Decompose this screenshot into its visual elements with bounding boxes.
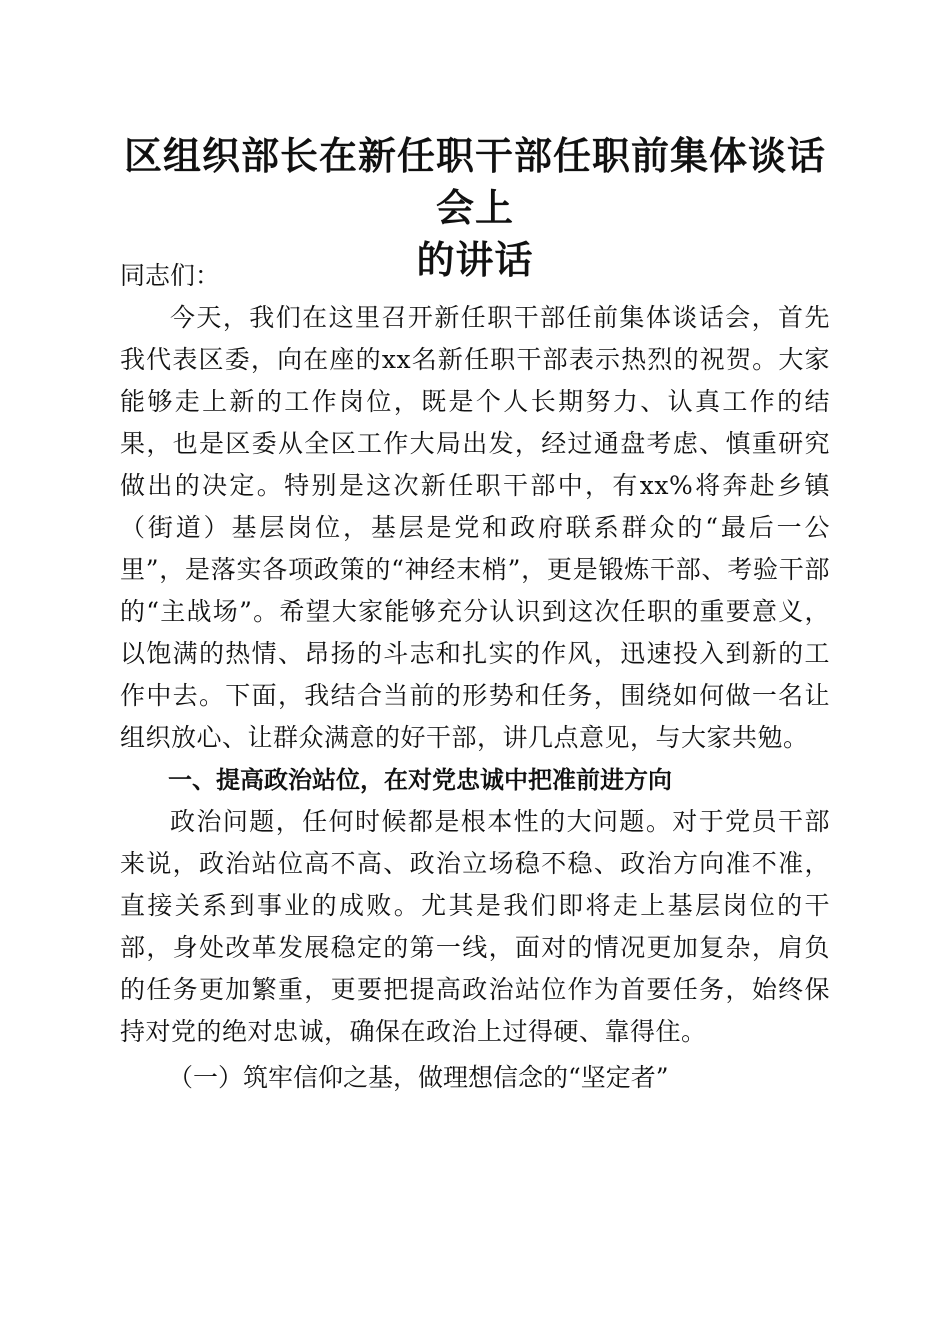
salutation: 同志们：: [120, 261, 221, 290]
paragraph-political: 政治问题，任何时候都是根本性的大问题。对于党员干部来说，政治站位高不高、政治立场稳不稳、政治方向准不准，直接关系到事业的成败。尤其是我们即将走上基层岗位的干部，身处改革发展稳定的第一线，面对的情况更加复杂，肩负的任务更加繁重，更要把提高政治站位作为首要任务，始终保持对党的绝对忠诚，确保在政治上过得硬、靠得住。: [120, 807, 830, 1046]
paragraph-intro: 今天，我们在这里召开新任职干部任前集体谈话会，首先我代表区委，向在座的xx名新任职干部表示热烈的祝贺。大家能够走上新的工作岗位，既是个人长期努力、认真工作的结果，也是区委从全区工作大局出发，经过通盘考虑、慎重研究做出的决定。特别是这次新任职干部中，有xx%将奔赴乡镇（街道）基层岗位，基层是党和政府联系群众的“最后一公里”，是落实各项政策的“神经末梢”，更是锻炼干部、考验干部的“主战场”。希望大家能够充分认识到这次任职的重要意义，以饱满的热情、昂扬的斗志和扎实的作风，迅速投入到新的工作中去。下面，我结合当前的形势和任务，围绕如何做一名让组织放心、让群众满意的好干部，讲几点意见，与大家共勉。: [120, 303, 830, 752]
document-body: [120, 255, 830, 1099]
title-line-2: 的讲话: [416, 237, 534, 282]
section-heading-1: 一、提高政治站位，在对党忠诚中把准前进方向: [168, 766, 672, 794]
title-line-1: 区组织部长在新任职干部任职前集体谈话会上: [123, 133, 826, 230]
subsection-heading-1: （一）筑牢信仰之基，做理想信念的“坚定者”: [168, 1063, 669, 1092]
